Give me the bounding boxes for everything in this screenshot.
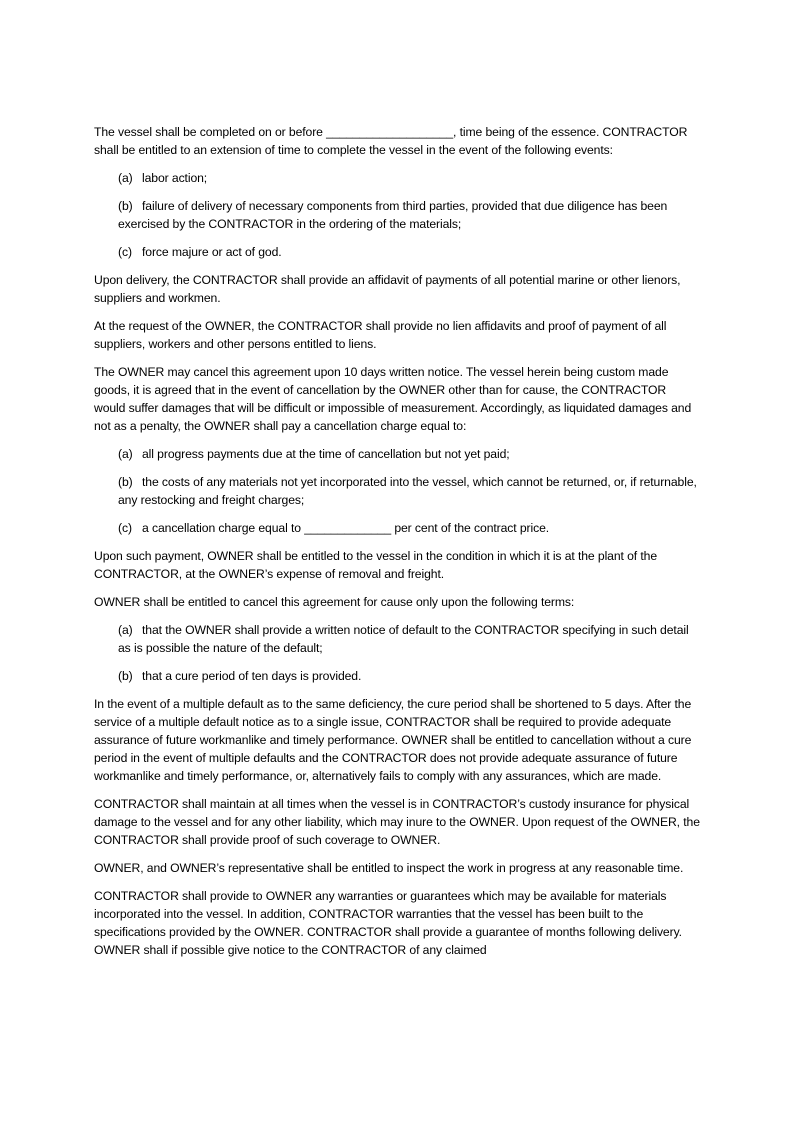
- list-item: [118, 243, 700, 261]
- paragraph-multiple-default: In the event of a multiple default as to the same deficiency, the cure period shall be shortened to 5 days. After the service of a multiple default notice as to a single issue, CONTRACTOR shall be required to provide adequate assurance of future workmanlike and timely performance. OWNER shall be entitled to cancellation without a cure period in the event of multiple defaults and the CONTRACTOR does not provide adequate assurance of future workmanlike and timely performance, or, alternatively fails to comply with any assurances, which are made.: [94, 697, 692, 783]
- list-item: [118, 445, 700, 463]
- list-label: (c): [118, 245, 132, 259]
- list-label: (b): [118, 475, 133, 489]
- list-text: failure of delivery of necessary components from third parties, provided that due diligence has been exercised by the CONTRACTOR in the ordering of the materials;: [118, 199, 668, 231]
- list-label: (c): [118, 521, 132, 535]
- paragraph-delivery: Upon delivery, the CONTRACTOR shall provide an affidavit of payments of all potential marine or other lienors, suppliers and workmen.: [94, 273, 681, 305]
- list-item: [118, 197, 700, 233]
- list-label: (a): [118, 447, 133, 461]
- paragraph-cause: OWNER shall be entitled to cancel this agreement for cause only upon the following terms:: [94, 595, 575, 609]
- list-item: [118, 169, 700, 187]
- list-text: all progress payments due at the time of cancellation but not yet paid;: [142, 447, 510, 461]
- paragraph-warranty: CONTRACTOR shall provide to OWNER any warranties or guarantees which may be available for materials incorporated into the vessel. In addition, CONTRACTOR warranties that the vessel has been built to the specifications provided by the OWNER. CONTRACTOR shall provide a guarantee of months following delivery. OWNER shall if possible give notice to the CONTRACTOR of any claimed: [94, 889, 682, 957]
- paragraph-insurance: CONTRACTOR shall maintain at all times when the vessel is in CONTRACTOR’s custody insurance for physical damage to the vessel and for any other liability, which may inure to the OWNER. Upon request of the OWNER, the CONTRACTOR shall provide proof of such coverage to OWNER.: [94, 797, 700, 847]
- list-text: labor action;: [142, 171, 208, 185]
- list-label: (b): [118, 199, 133, 213]
- paragraph-inspection: OWNER, and OWNER’s representative shall be entitled to inspect the work in progress at any reasonable time.: [94, 861, 684, 875]
- document-body: [94, 123, 700, 969]
- list-text: that a cure period of ten days is provided.: [142, 669, 362, 683]
- list-item: [118, 473, 700, 509]
- list-item: [118, 519, 700, 537]
- list-label: (a): [118, 623, 133, 637]
- list-label: (b): [118, 669, 133, 683]
- list-label: (a): [118, 171, 133, 185]
- paragraph-payment: Upon such payment, OWNER shall be entitled to the vessel in the condition in which it is at the plant of the CONTRACTOR, at the OWNER’s expense of removal and freight.: [94, 549, 658, 581]
- paragraph-completion: The vessel shall be completed on or before ___________________, time being of the essence. CONTRACTOR shall be entitled to an extension of time to complete the vessel in the event of the following events:: [94, 125, 688, 157]
- paragraph-lien: At the request of the OWNER, the CONTRACTOR shall provide no lien affidavits and proof of payment of all suppliers, workers and other persons entitled to liens.: [94, 319, 667, 351]
- list-text: the costs of any materials not yet incorporated into the vessel, which cannot be returned, or, if returnable, any restocking and freight charges;: [118, 475, 697, 507]
- list-item: [118, 621, 700, 657]
- paragraph-cancellation: The OWNER may cancel this agreement upon 10 days written notice. The vessel herein being custom made goods, it is agreed that in the event of cancellation by the OWNER other than for cause, the CONTRACTOR would suffer damages that will be difficult or impossible of measurement. Accordingly, as liquidated damages and not as a penalty, the OWNER shall pay a cancellation charge equal to:: [94, 365, 692, 433]
- list-item: [118, 667, 700, 685]
- list-text: a cancellation charge equal to _____________ per cent of the contract price.: [142, 521, 550, 535]
- list-text: that the OWNER shall provide a written notice of default to the CONTRACTOR specifying in such detail as is possible the nature of the default;: [118, 623, 689, 655]
- list-text: force majure or act of god.: [142, 245, 282, 259]
